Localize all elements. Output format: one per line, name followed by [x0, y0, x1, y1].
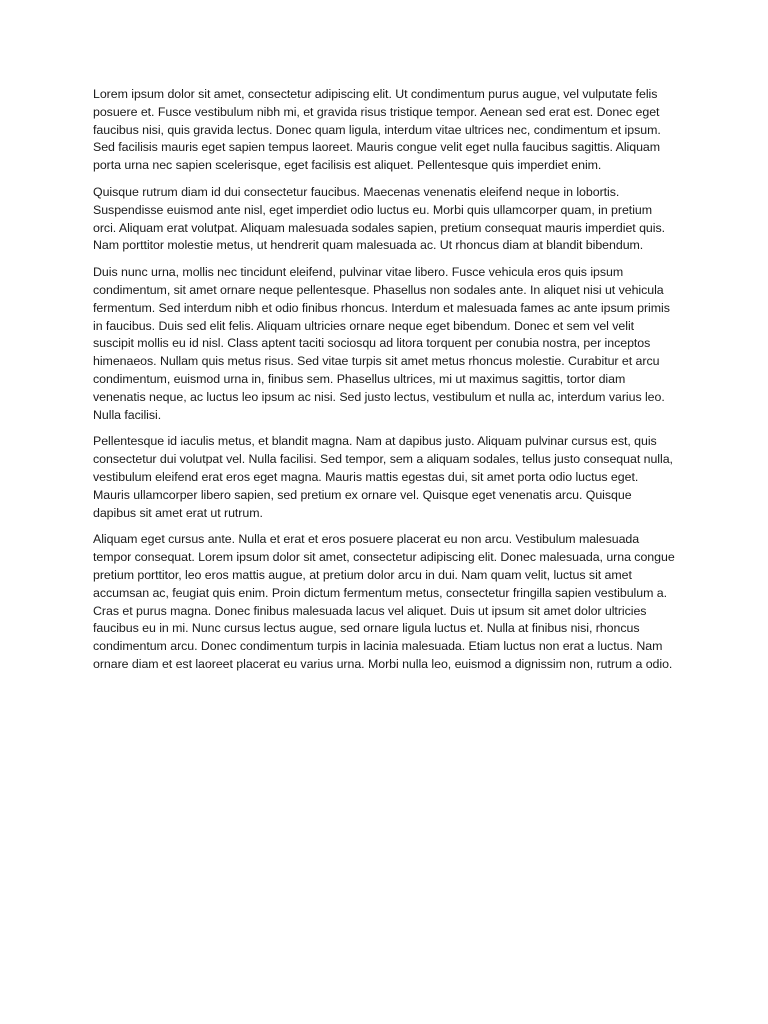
paragraph-3: Duis nunc urna, mollis nec tincidunt eleifend, pulvinar vitae libero. Fusce vehicula eros quis ipsum condimentum, sit amet ornare neque pellentesque. Phasellus non sodales ante. In aliquet nisi ut vehicula fermentum. Sed interdum nibh et odio finibus rhoncus. Interdum et malesuada fames ac ante ipsum primis in faucibus. Duis sed elit felis. Aliquam ultricies ornare neque eget bibendum. Donec et sem vel velit suscipit mollis eu id nisl. Class aptent taciti sociosqu ad litora torquent per conubia nostra, per inceptos himenaeos. Nullam quis metus risus. Sed vitae turpis sit amet metus rhoncus molestie. Curabitur et arcu condimentum, euismod urna in, finibus sem. Phasellus ultrices, mi ut maximus sagittis, tortor diam venenatis neque, ac luctus leo ipsum ac nisi. Sed justo lectus, vestibulum et nulla ac, interdum varius leo. Nulla facilisi.: [93, 265, 670, 422]
paragraph-4: Pellentesque id iaculis metus, et blandit magna. Nam at dapibus justo. Aliquam pulvinar cursus est, quis consectetur dui volutpat vel. Nulla facilisi. Sed tempor, sem a aliquam sodales, tellus justo consequat nulla, vestibulum eleifend erat eros eget magna. Mauris mattis egestas dui, sit amet porta odio luctus eget. Mauris ullamcorper libero sapien, sed pretium ex ornare vel. Quisque eget venenatis arcu. Quisque dapibus sit amet erat ut rutrum.: [93, 434, 673, 520]
document-body: [93, 86, 677, 683]
paragraph-2: Quisque rutrum diam id dui consectetur faucibus. Maecenas venenatis eleifend neque in lobortis. Suspendisse euismod ante nisl, eget imperdiet odio luctus eu. Morbi quis ullamcorper quam, in pretium orci. Aliquam erat volutpat. Aliquam malesuada sodales sapien, pretium consequat mauris imperdiet quis. Nam porttitor molestie metus, ut hendrerit quam malesuada ac. Ut rhoncus diam at blandit bibendum.: [93, 184, 666, 253]
paragraph-5: Aliquam eget cursus ante. Nulla et erat et eros posuere placerat eu non arcu. Vestibulum malesuada tempor consequat. Lorem ipsum dolor sit amet, consectetur adipiscing elit. Donec malesuada, urna congue pretium porttitor, leo eros mattis augue, at pretium dolor arcu in dui. Nam quam velit, luctus sit amet accumsan ac, feugiat quis enim. Proin dictum fermentum metus, consectetur fringilla sapien vestibulum a. Cras et purus magna. Donec finibus malesuada lacus vel aliquet. Duis ut ipsum sit amet dolor ultricies faucibus eu in mi. Nunc cursus lectus augue, sed ornare ligula luctus et. Nulla at finibus nisi, rhoncus condimentum arcu. Donec condimentum turpis in lacinia malesuada. Etiam luctus non erat a luctus. Nam ornare diam et est laoreet placerat eu varius urna. Morbi nulla leo, euismod a dignissim non, rutrum a odio.: [93, 532, 675, 671]
paragraph-1: Lorem ipsum dolor sit amet, consectetur adipiscing elit. Ut condimentum purus augue, vel vulputate felis posuere et. Fusce vestibulum nibh mi, et gravida risus tristique tempor. Aenean sed erat est. Donec eget faucibus nisi, quis gravida lectus. Donec quam ligula, interdum vitae ultrices nec, condimentum et ipsum. Sed facilisis mauris eget sapien tempus laoreet. Mauris congue velit eget nulla faucibus sagittis. Aliquam porta urna nec sapien scelerisque, eget facilisis est aliquet. Pellentesque quis imperdiet enim.: [93, 87, 661, 173]
